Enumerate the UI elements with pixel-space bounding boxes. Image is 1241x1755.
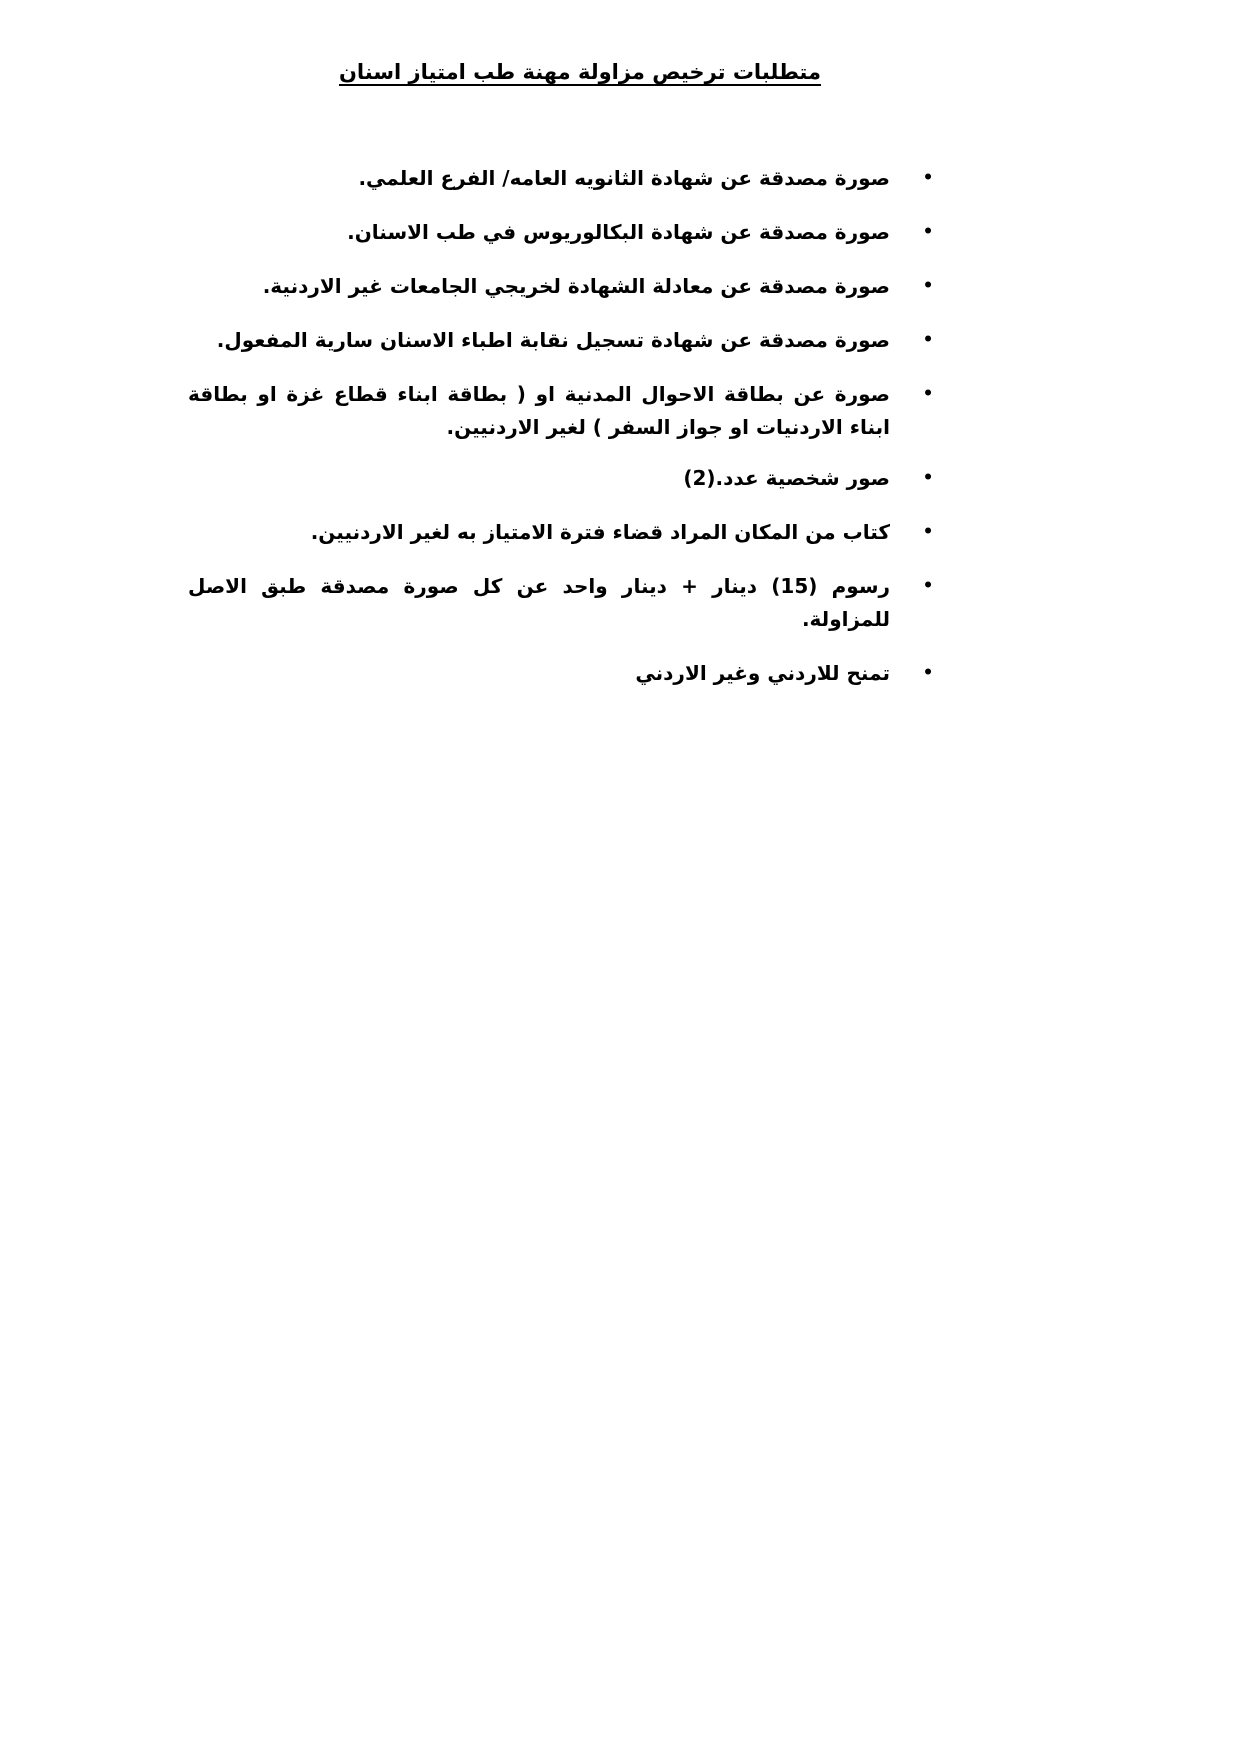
requirement-item xyxy=(188,657,938,690)
requirement-text: تمنح للاردني وغير الاردني xyxy=(635,661,890,685)
document-title: متطلبات ترخيص مزاولة مهنة طب امتياز اسنان xyxy=(338,60,821,84)
requirement-text: صور شخصية عدد.(2) xyxy=(683,466,890,490)
requirement-text: رسوم (15) دينار + دينار واحد عن كل صورة مصدقة طبق الاصل للمزاولة. xyxy=(188,574,891,631)
requirement-item xyxy=(188,516,938,549)
requirement-text: صورة مصدقة عن شهادة الثانويه العامه/ الفرع العلمي. xyxy=(358,166,890,190)
requirement-text: كتاب من المكان المراد قضاء فترة الامتياز به لغير الاردنيين. xyxy=(310,520,890,544)
requirement-item xyxy=(188,270,938,303)
bullet-icon: • xyxy=(922,663,934,683)
requirement-text: صورة مصدقة عن شهادة البكالوريوس في طب الاسنان. xyxy=(347,220,890,244)
bullet-icon: • xyxy=(922,330,934,350)
bullet-icon: • xyxy=(922,522,934,542)
requirement-item xyxy=(188,462,938,495)
requirement-item xyxy=(188,378,938,444)
requirements-list xyxy=(188,162,938,711)
requirement-item xyxy=(188,324,938,357)
requirement-text: صورة مصدقة عن شهادة تسجيل نقابة اطباء الاسنان سارية المفعول. xyxy=(216,328,890,352)
bullet-icon: • xyxy=(922,276,934,296)
bullet-icon: • xyxy=(922,468,934,488)
requirement-item xyxy=(188,570,938,636)
bullet-icon: • xyxy=(922,576,934,596)
requirement-item xyxy=(188,162,938,195)
bullet-icon: • xyxy=(922,384,934,404)
requirement-text: صورة مصدقة عن معادلة الشهادة لخريجي الجامعات غير الاردنية. xyxy=(262,274,890,298)
bullet-icon: • xyxy=(922,168,934,188)
requirement-text: صورة عن بطاقة الاحوال المدنية او ( بطاقة ابناء قطاع غزة او بطاقة ابناء الاردنيات او جواز السفر ) لغير الاردنيين. xyxy=(188,382,890,439)
bullet-icon: • xyxy=(922,222,934,242)
requirement-item xyxy=(188,216,938,249)
